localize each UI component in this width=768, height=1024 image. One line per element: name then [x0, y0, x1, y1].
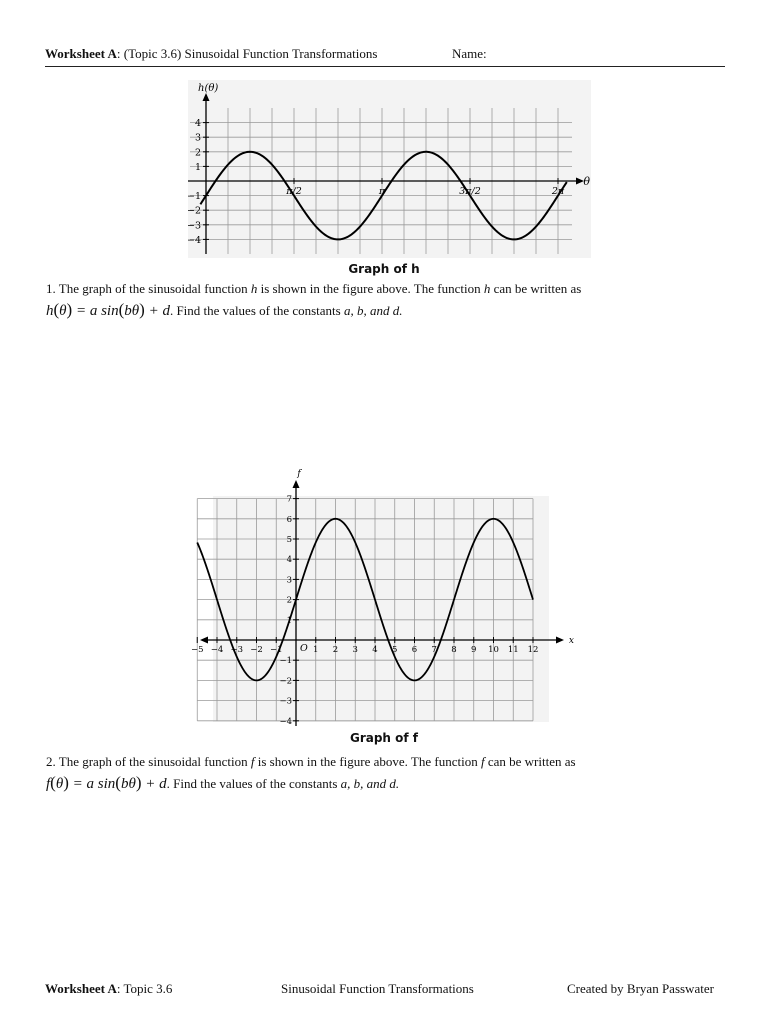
- graph-h-y-tick-label: 1: [194, 161, 201, 173]
- graph-h-y-tick-label: −1: [186, 191, 201, 203]
- footer-left: [45, 981, 172, 997]
- graph-f-background: [210, 496, 549, 722]
- q1-text-a: 1. The graph of the sinusoidal function: [46, 281, 251, 296]
- question-1: [46, 278, 736, 322]
- graph-f-x-tick-label: 10: [488, 645, 499, 655]
- graph-f-origin-label: O: [300, 643, 308, 654]
- graph-f-x-tick-label: −1: [269, 645, 283, 655]
- graph-h-y-tick-label: 2: [194, 147, 201, 159]
- graph-f-y-label: f: [297, 469, 301, 479]
- graph-h-x-label: θ: [583, 175, 590, 188]
- worksheet-label: Worksheet A: [45, 46, 117, 61]
- graph-f-x-tick-label: −3: [230, 645, 244, 655]
- graph-f-y-tick-label: 2: [286, 595, 292, 606]
- q2-text-a: 2. The graph of the sinusoidal function: [46, 754, 251, 769]
- q2-text-c: can be written as: [484, 754, 576, 769]
- graph-f-x-tick-label: 1: [313, 645, 319, 655]
- graph-h-y-tick-label: 4: [194, 118, 201, 130]
- q1-constants: a, b, and d.: [343, 303, 403, 318]
- graph-f-x-tick-label: 5: [392, 645, 398, 655]
- graph-f-y-tick-label: −4: [279, 716, 292, 727]
- name-label: Name:: [452, 46, 487, 61]
- q2-constants: a, b, and d.: [340, 776, 400, 791]
- footer-right: Created by Bryan Passwater: [567, 981, 714, 996]
- q1-fn-a: h: [250, 281, 258, 296]
- graph-f-x-tick-label: −2: [250, 645, 263, 655]
- graph-f-y-tick-label: 7: [286, 494, 292, 505]
- q1-equation: h(θ) = a sin(bθ) + d: [46, 300, 170, 319]
- footer-center: Sinusoidal Function Transformations: [281, 981, 474, 996]
- graph-h-y-tick-label: 3: [194, 132, 201, 144]
- graph-f-y-tick-label: −3: [279, 696, 292, 707]
- worksheet-title: [45, 46, 377, 62]
- graph-f-y-tick-label: 1: [286, 615, 292, 626]
- graph-h-x-tick-label: π: [378, 186, 386, 197]
- q1-text-d: . Find the values of the constants: [169, 303, 344, 318]
- q2-text-b: is shown in the figure above. The function: [254, 754, 481, 769]
- graph-f-caption: Graph of f: [349, 731, 419, 745]
- graph-f-x-tick-label: 12: [527, 645, 539, 655]
- question-1-line-2: [46, 299, 736, 322]
- q1-fn-b: h: [483, 281, 491, 296]
- graph-h-x-tick-label: π/2: [286, 186, 302, 197]
- q1-eq-lhs: h: [46, 303, 54, 319]
- q2-eq-lhs: f: [46, 776, 51, 792]
- graph-f-x-tick-label: 4: [372, 645, 378, 655]
- question-1-line-1: [46, 278, 736, 299]
- graph-f-y-tick-label: 6: [286, 514, 292, 525]
- graph-f-y-tick-label: −2: [279, 676, 292, 687]
- question-2: [46, 751, 736, 795]
- graph-h-caption: Graph of h: [348, 262, 420, 276]
- q1-text-b: is shown in the figure above. The function: [257, 281, 484, 296]
- question-2-line-1: [46, 751, 736, 772]
- q2-fn-a: f: [250, 754, 255, 769]
- footer-topic: : Topic 3.6: [116, 981, 173, 996]
- graph-f-x-tick-label: 3: [352, 645, 358, 655]
- question-2-line-2: [46, 772, 736, 795]
- graph-f-x-arrow: [556, 637, 564, 644]
- graph-h-y-tick-label: −2: [186, 205, 201, 217]
- graph-f-y-tick-label: 4: [286, 555, 292, 566]
- graph-f-x-tick-label: 11: [507, 645, 519, 655]
- graph-f-y-tick-label: −1: [279, 656, 292, 667]
- graph-f: [190, 466, 580, 728]
- graph-h-y-tick-label: −3: [186, 220, 201, 232]
- graph-f-x-label: x: [568, 636, 574, 646]
- graph-f-y-tick-label: 5: [286, 535, 292, 545]
- worksheet-topic: : (Topic 3.6) Sinusoidal Function Transformations: [116, 46, 378, 61]
- q2-text-d: . Find the values of the constants: [166, 776, 341, 791]
- graph-f-x-tick-label: −5: [190, 645, 204, 655]
- graph-h-y-label: h(θ): [198, 83, 219, 94]
- graph-f-y-arrow: [293, 480, 300, 488]
- graph-f-x-tick-label: −4: [210, 645, 224, 655]
- graph-f-x-arrow-left: [200, 637, 208, 644]
- graph-f-x-tick-label: 9: [471, 645, 477, 655]
- graph-f-y-tick-label: 3: [286, 575, 292, 586]
- graph-h-x-tick-label: 3π/2: [459, 186, 481, 197]
- worksheet-header: [45, 46, 725, 67]
- q1-text-c: can be written as: [490, 281, 582, 296]
- q2-equation: f(θ) = a sin(bθ) + d: [46, 773, 167, 792]
- graph-h: [180, 80, 592, 260]
- graph-f-x-tick-label: 8: [451, 645, 457, 655]
- graph-f-x-tick-label: 7: [431, 645, 437, 655]
- graph-h-x-tick-label: 2π: [551, 186, 565, 197]
- graph-h-y-tick-label: −4: [186, 234, 201, 246]
- graph-f-x-tick-label: 2: [332, 645, 339, 655]
- footer-worksheet: Worksheet A: [45, 981, 117, 996]
- graph-f-x-tick-label: 6: [411, 645, 418, 655]
- q2-fn-b: f: [480, 754, 485, 769]
